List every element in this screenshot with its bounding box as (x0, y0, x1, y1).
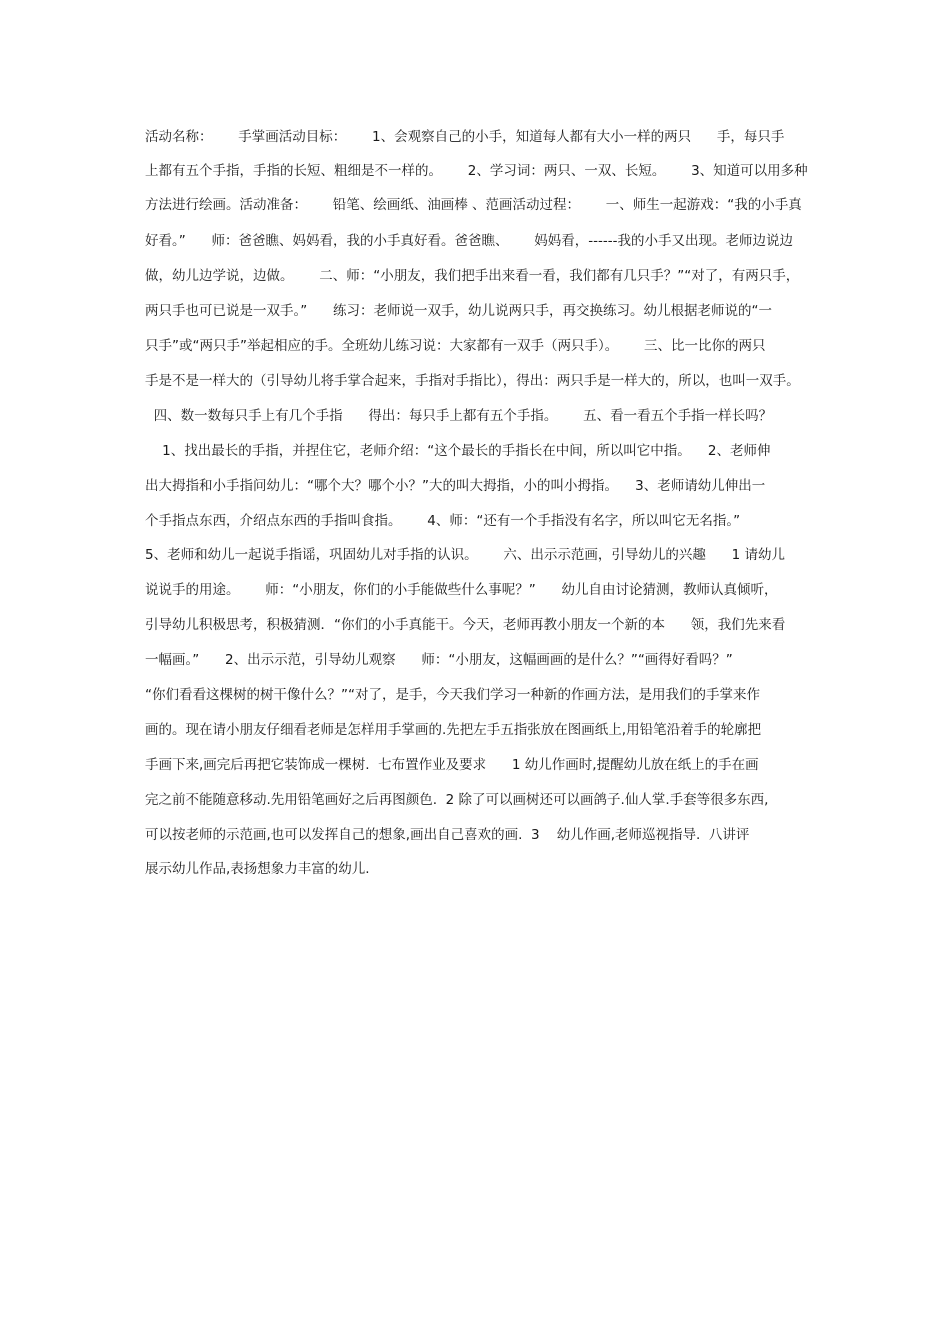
text-line: 上都有五个手指，手指的长短、粗细是不一样的。 2、学习词：两只、一双、长短。 3、知道可以用多种 (145, 163, 808, 179)
text-line: 完之前不能随意移动.先用铅笔画好之后再图颜色. 2 除了可以画树还可以画鸽子.仙人掌.手套等很多东西, (145, 792, 769, 808)
text-line: 可以按老师的示范画,也可以发挥自己的想象,画出自己喜欢的画. 3 幼儿作画,老师巡视指导. 八讲评 (145, 827, 750, 843)
text-line: 出大拇指和小手指问幼儿：“哪个大？哪个小？”大的叫大拇指，小的叫小拇指。 3、老师请幼儿伸出一 (145, 478, 766, 494)
text-line: 画的。现在请小朋友仔细看老师是怎样用手掌画的.先把左手五指张放在图画纸上,用铅笔沿着手的轮廓把 (145, 722, 762, 738)
text-line: 展示幼儿作品,表扬想象力丰富的幼儿. (145, 861, 370, 877)
text-line: “你们看看这棵树的树干像什么？”“对了，是手，今天我们学习一种新的作画方法，是用我们的手掌来作 (145, 687, 760, 703)
text-line: 说说手的用途。 师：“小朋友，你们的小手能做些什么事呢？” 幼儿自由讨论猜测，教师认真倾听， (145, 582, 778, 598)
text-line: 5、老师和幼儿一起说手指谣，巩固幼儿对手指的认识。 六、出示示范画，引导幼儿的兴趣 1 请幼儿 (145, 547, 785, 563)
text-line: 手画下来,画完后再把它装饰成一棵树. 七布置作业及要求 1 幼儿作画时,提醒幼儿放在纸上的手在画 (145, 757, 759, 773)
text-line: 两只手也可已说是一双手。” 练习：老师说一双手，幼儿说两只手，再交换练习。幼儿根据老师说的“一 (145, 303, 772, 319)
text-line: 四、数一数每只手上有几个手指 得出：每只手上都有五个手指。 五、看一看五个手指一样长吗？ (145, 408, 773, 424)
text-line: 方法进行绘画。活动准备： 铅笔、绘画纸、油画棒 、范画活动过程： 一、师生一起游戏：“我的小手真 (145, 197, 802, 213)
text-line: 引导幼儿积极思考，积极猜测．“你们的小手真能干。今天，老师再教小朋友一个新的本 领，我们先来看 (145, 617, 786, 633)
text-line: 好看。” 师：爸爸瞧、妈妈看，我的小手真好看。爸爸瞧、 妈妈看，------我的小手又出现。老师边说边 (145, 233, 793, 249)
text-line: 活动名称： 手掌画活动目标： 1、会观察自己的小手，知道每人都有大小一样的两只 手，每只手 (145, 129, 785, 145)
text-line: 做，幼儿边学说，边做。 二、师：“小朋友，我们把手出来看一看，我们都有几只手？”“对了，有两只手， (145, 268, 800, 284)
text-line: 1、找出最长的手指，并捏住它，老师介绍：“这个最长的手指长在中间，所以叫它中指。 2、老师伸 (145, 443, 771, 459)
text-line: 手是不是一样大的（引导幼儿将手掌合起来，手指对手指比），得出：两只手是一样大的，所以，也叫一双手。 (145, 373, 800, 389)
text-line: 只手”或“两只手”举起相应的手。全班幼儿练习说：大家都有一双手（两只手）。 三、比一比你的两只 (145, 338, 766, 354)
text-line: 一幅画。” 2、出示示范，引导幼儿观察 师：“小朋友，这幅画画的是什么？”“画得好看吗？” (145, 652, 733, 668)
text-line: 个手指点东西，介绍点东西的手指叫食指。 4、师：“还有一个手指没有名字，所以叫它无名指。” (145, 513, 741, 529)
